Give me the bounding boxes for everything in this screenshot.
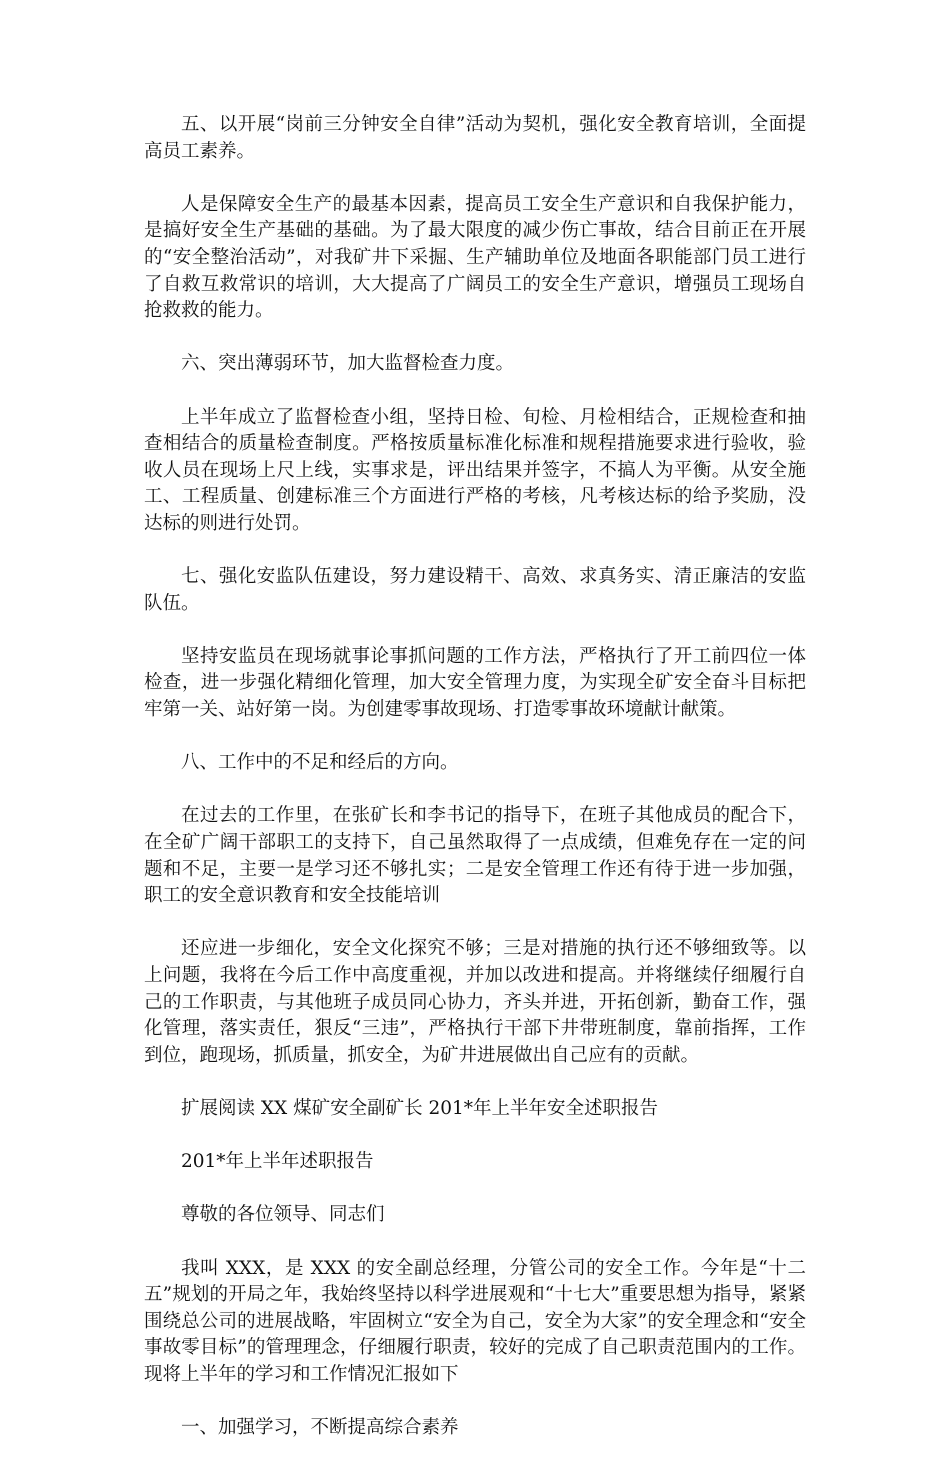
- body-paragraph: 人是保障安全生产的最基本因素，提高员工安全生产意识和自我保护能力，是搞好安全生产基础的基础。为了最大限度的减少伤亡事故，结合目前正在开展的“安全整治活动”，对我矿井下采掘、生产辅助单位及地面各职能部门员工进行了自救互救常识的培训，大大提高了广阔员工的安全生产意识，增强员工现场自抢救救的能力。: [144, 193, 806, 322]
- section-heading-5: 五、以开展“岗前三分钟安全自律”活动为契机，强化安全教育培训，全面提高员工素养。: [144, 114, 806, 162]
- section-heading-7: 七、强化安监队伍建设，努力建设精干、高效、求真务实、清正廉洁的安监队伍。: [144, 566, 806, 614]
- body-paragraph: 坚持安监员在现场就事论事抓问题的工作方法，严格执行了开工前四位一体检查，进一步强化精细化管理，加大安全管理力度，为实现全矿安全奋斗目标把牢第一关、站好第一岗。为创建零事故现场、打造零事故环境献计献策。: [144, 645, 806, 721]
- extended-reading-title: 扩展阅读 XX 煤矿安全副矿长 201*年上半年安全述职报告: [181, 1097, 659, 1119]
- body-paragraph: 上半年成立了监督检查小组，坚持日检、旬检、月检相结合，正规检查和抽查相结合的质量检查制度。严格按质量标准化标准和规程措施要求进行验收，验收人员在现场上尺上线，实事求是，评出结果并签字，不搞人为平衡。从安全施工、工程质量、创建标准三个方面进行严格的考核，凡考核达标的给予奖励，没达标的则进行处罚。: [144, 406, 806, 534]
- body-paragraph: 还应进一步细化，安全文化探究不够；三是对措施的执行还不够细致等。以上问题，我将在今后工作中高度重视，并加以改进和提高。并将继续仔细履行自己的工作职责，与其他班子成员同心协力，齐头并进，开拓创新，勤奋工作，强化管理，落实责任，狠反“三违”，严格执行干部下井带班制度，靠前指挥，工作到位，跑现场，抓质量，抓安全，为矿井进展做出自己应有的贡献。: [144, 938, 806, 1066]
- body-paragraph: 在过去的工作里，在张矿长和李书记的指导下，在班子其他成员的配合下，在全矿广阔干部职工的支持下，自己虽然取得了一点成绩，但难免存在一定的问题和不足，主要一是学习还不够扎实；二是安全管理工作还有待于进一步加强，职工的安全意识教育和安全技能培训: [144, 805, 806, 907]
- section-heading-8: 八、工作中的不足和经后的方向。: [181, 752, 459, 774]
- section-heading-6: 六、突出薄弱环节，加大监督检查力度。: [181, 353, 515, 375]
- salutation: 尊敬的各位领导、同志们: [181, 1204, 385, 1226]
- document-body: [144, 112, 806, 1468]
- report-title: 201*年上半年述职报告: [181, 1151, 374, 1173]
- section-heading-1: 一、加强学习，不断提高综合素养: [181, 1417, 459, 1439]
- body-paragraph: 我叫 XXX，是 XXX 的安全副总经理，分管公司的安全工作。今年是“十二五”规划的开局之年，我始终坚持以科学进展观和“十七大”重要思想为指导，紧紧围绕总公司的进展战略，牢固树立“安全为自己，安全为大家”的安全理念和“安全事故零目标”的管理理念，仔细履行职责，较好的完成了自己职责范围内的工作。现将上半年的学习和工作情况汇报如下: [144, 1257, 806, 1385]
